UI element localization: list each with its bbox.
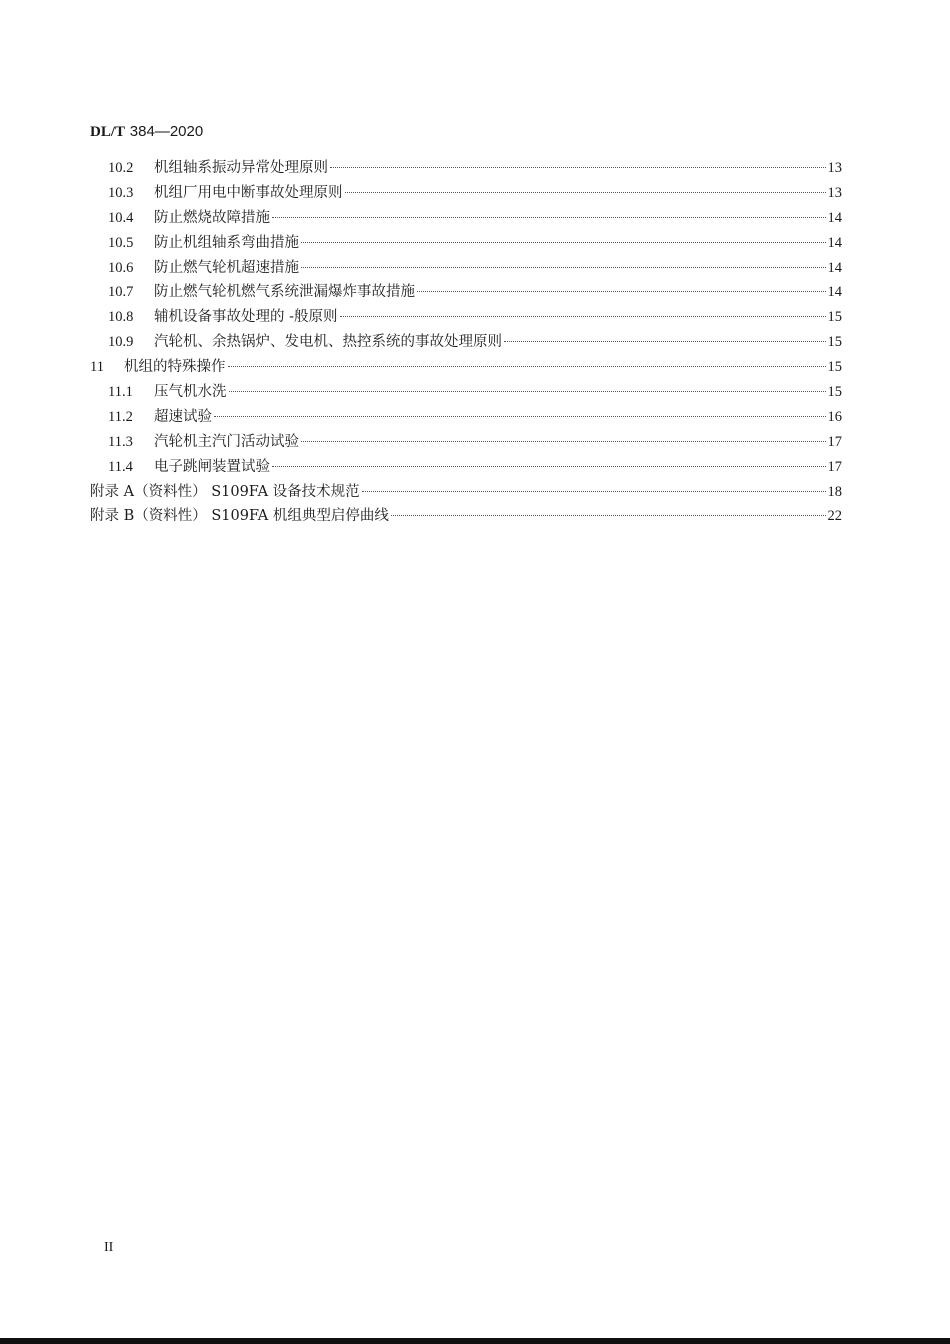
- toc-entry-number: 10.5: [108, 234, 134, 251]
- toc-entry[interactable]: [90, 256, 842, 281]
- toc-entry-number: 10.3: [108, 184, 134, 201]
- toc-entry-number: 10.8: [108, 309, 134, 326]
- toc-entry-number: 10.4: [108, 209, 134, 226]
- toc-entry[interactable]: [90, 305, 842, 330]
- toc-entry[interactable]: [90, 504, 842, 529]
- toc-entry-number: 11.2: [108, 408, 133, 425]
- toc-entry-title: 压气机水洗: [154, 384, 227, 401]
- toc-entry[interactable]: [90, 231, 842, 256]
- toc-entry-number: 10.7: [108, 284, 134, 301]
- toc-entry-number: 10.2: [108, 160, 134, 176]
- toc-entry-page: 22: [827, 508, 842, 525]
- toc-entry-title: 附录 B（资料性） S109FA 机组典型启停曲线: [90, 508, 389, 525]
- toc-entry-number: 11.1: [108, 384, 133, 401]
- toc-entry-title: 机组轴系振动异常处理原则: [154, 160, 328, 176]
- toc-entry-page: 15: [827, 384, 842, 401]
- toc-dot-leader: [228, 366, 826, 367]
- toc-entry[interactable]: [90, 430, 842, 455]
- toc-entry-page: 14: [827, 284, 842, 301]
- toc-entry-number: 11.3: [108, 433, 133, 450]
- toc-entry[interactable]: [90, 280, 842, 305]
- toc-entry-page: 14: [827, 259, 842, 276]
- toc-entry[interactable]: [90, 206, 842, 231]
- toc-entry-page: 15: [827, 309, 842, 326]
- toc-entry-title: 汽轮机主汽门活动试验: [154, 433, 299, 450]
- toc-entry-title: 机组的特殊操作: [124, 359, 226, 376]
- toc-entry-page: 14: [827, 209, 842, 226]
- toc-entry-title: 汽轮机、余热锅炉、发电机、热控系统的事故处理原则: [154, 334, 502, 351]
- toc-entry-title: 防止燃气轮机燃气系统泄漏爆炸事故措施: [154, 284, 415, 301]
- toc-entry-page: 14: [827, 234, 842, 251]
- table-of-contents: [90, 156, 842, 529]
- toc-entry[interactable]: [90, 355, 842, 380]
- toc-entry-title: 电子跳闸装置试验: [154, 458, 270, 475]
- toc-dot-leader: [272, 217, 826, 218]
- toc-dot-leader: [391, 515, 826, 516]
- toc-entry[interactable]: [90, 380, 842, 405]
- toc-entry-page: 13: [827, 184, 842, 201]
- toc-entry-page: 17: [827, 433, 842, 450]
- toc-entry[interactable]: [90, 156, 842, 181]
- toc-dot-leader: [301, 242, 826, 243]
- toc-entry-title: 防止燃烧故障措施: [154, 209, 270, 226]
- toc-entry-title: 防止燃气轮机超速措施: [154, 259, 299, 276]
- toc-entry-title: 机组厂用电中断事故处理原则: [154, 184, 343, 201]
- toc-entry-title: 附录 A（资料性） S109FA 设备技术规范: [90, 483, 360, 500]
- toc-dot-leader: [301, 267, 826, 268]
- toc-dot-leader: [229, 391, 826, 392]
- toc-entry-number: 10.6: [108, 259, 134, 276]
- standard-code: DL/T: [90, 124, 126, 140]
- toc-entry-title: 防止机组轴系弯曲措施: [154, 234, 299, 251]
- toc-entry-number: 11: [90, 359, 104, 376]
- toc-entry-title: 辅机设备事故处理的 -般原则: [154, 309, 338, 326]
- toc-dot-leader: [301, 441, 826, 442]
- toc-entry[interactable]: [90, 480, 842, 505]
- toc-entry-page: 18: [827, 483, 842, 500]
- toc-dot-leader: [362, 491, 826, 492]
- toc-entry-page: 13: [827, 160, 842, 176]
- toc-dot-leader: [340, 316, 826, 317]
- toc-dot-leader: [214, 416, 826, 417]
- toc-dot-leader: [272, 466, 826, 467]
- toc-entry-page: 15: [827, 359, 842, 376]
- toc-entry-page: 17: [827, 458, 842, 475]
- toc-dot-leader: [345, 192, 826, 193]
- toc-entry-page: 16: [827, 408, 842, 425]
- toc-entry[interactable]: [90, 405, 842, 430]
- toc-entry-title: 超速试验: [154, 408, 212, 425]
- toc-entry-page: 15: [827, 334, 842, 351]
- page-number: II: [104, 1240, 114, 1255]
- toc-entry[interactable]: [90, 181, 842, 206]
- standard-number: 384—2020: [129, 123, 204, 140]
- toc-entry-number: 10.9: [108, 334, 134, 351]
- bottom-rule: [0, 1338, 950, 1344]
- toc-entry[interactable]: [90, 455, 842, 480]
- toc-dot-leader: [504, 341, 826, 342]
- page-header: [90, 122, 203, 141]
- toc-entry[interactable]: [90, 330, 842, 355]
- toc-entry-number: 11.4: [108, 458, 133, 475]
- toc-dot-leader: [330, 167, 826, 168]
- toc-dot-leader: [417, 291, 826, 292]
